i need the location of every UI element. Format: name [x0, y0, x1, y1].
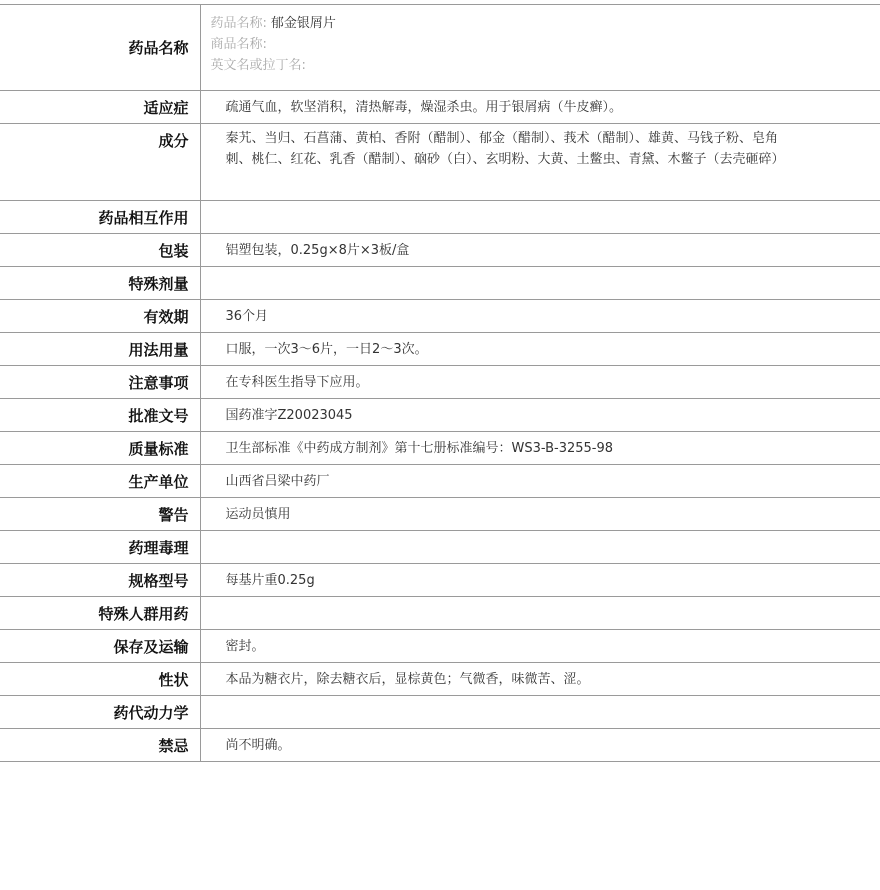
- row-value: 山西省吕梁中药厂: [200, 465, 880, 498]
- row-label: 警告: [0, 498, 200, 531]
- row-special-populations: [0, 597, 880, 630]
- row-manufacturer: [0, 465, 880, 498]
- row-quality-standard: [0, 432, 880, 465]
- row-special-dosage: [0, 267, 880, 300]
- row-label: 特殊剂量: [0, 267, 200, 300]
- row-pharmacokinetics: [0, 696, 880, 729]
- row-label: 有效期: [0, 300, 200, 333]
- row-label: 药品名称: [0, 5, 200, 91]
- row-label: 批准文号: [0, 399, 200, 432]
- row-value: 尚不明确。: [200, 729, 880, 762]
- row-label: 性状: [0, 663, 200, 696]
- english-name-key: 英文名或拉丁名:: [210, 58, 306, 73]
- row-description: [0, 663, 880, 696]
- row-label: 药代动力学: [0, 696, 200, 729]
- row-warning: [0, 498, 880, 531]
- row-value: 本品为糖衣片，除去糖衣后，显棕黄色；气微香，味微苦、涩。: [200, 663, 880, 696]
- row-value: 36个月: [200, 300, 880, 333]
- row-value: 铝塑包装，0.25g×8片×3板/盒: [200, 234, 880, 267]
- drug-names-cell: [200, 5, 880, 91]
- row-interactions: [0, 201, 880, 234]
- row-value: [200, 696, 880, 729]
- row-approval-number: [0, 399, 880, 432]
- drug-info-table: [0, 4, 880, 762]
- row-value: 口服，一次3～6片，一日2～3次。: [200, 333, 880, 366]
- english-name-line: [211, 55, 791, 76]
- row-value: 秦艽、当归、石菖蒲、黄柏、香附（醋制）、郁金（醋制）、莪术（醋制）、雄黄、马钱子粉、皂角刺、桃仁、红花、乳香（醋制）、硇砂（白）、玄明粉、大黄、土鳖虫、青黛、木鳖子（去壳砸碎）: [200, 124, 880, 201]
- row-label: 质量标准: [0, 432, 200, 465]
- row-value: 运动员慎用: [200, 498, 880, 531]
- row-indications: [0, 91, 880, 124]
- row-label: 生产单位: [0, 465, 200, 498]
- row-label: 保存及运输: [0, 630, 200, 663]
- row-dosage: [0, 333, 880, 366]
- row-label: 特殊人群用药: [0, 597, 200, 630]
- row-value: [200, 597, 880, 630]
- row-precautions: [0, 366, 880, 399]
- row-label: 药理毒理: [0, 531, 200, 564]
- row-label: 用法用量: [0, 333, 200, 366]
- row-value: 疏通气血，软坚消积，清热解毒，燥湿杀虫。用于银屑病（牛皮癣）。: [200, 91, 880, 124]
- generic-name-value: 郁金银屑片: [270, 16, 336, 31]
- trade-name-line: [211, 34, 791, 55]
- row-value: 卫生部标准《中药成方制剂》第十七册标准编号：WS3-B-3255-98: [200, 432, 880, 465]
- row-value: [200, 201, 880, 234]
- row-contraindications: [0, 729, 880, 762]
- generic-name-line: [211, 13, 791, 34]
- row-pharmacology: [0, 531, 880, 564]
- generic-name-key: 药品名称:: [210, 16, 267, 31]
- row-label: 包装: [0, 234, 200, 267]
- row-label: 注意事项: [0, 366, 200, 399]
- row-label: 禁忌: [0, 729, 200, 762]
- row-composition: [0, 124, 880, 201]
- row-storage: [0, 630, 880, 663]
- row-value: 每基片重0.25g: [200, 564, 880, 597]
- row-value: 密封。: [200, 630, 880, 663]
- row-value: 国药准字Z20023045: [200, 399, 880, 432]
- row-drug-name: [0, 5, 880, 91]
- trade-name-key: 商品名称:: [210, 37, 267, 52]
- row-value: [200, 267, 880, 300]
- row-shelf-life: [0, 300, 880, 333]
- row-value: [200, 531, 880, 564]
- row-packaging: [0, 234, 880, 267]
- row-label: 成分: [0, 124, 200, 201]
- row-label: 药品相互作用: [0, 201, 200, 234]
- row-label: 规格型号: [0, 564, 200, 597]
- row-label: 适应症: [0, 91, 200, 124]
- row-value: 在专科医生指导下应用。: [200, 366, 880, 399]
- row-specification: [0, 564, 880, 597]
